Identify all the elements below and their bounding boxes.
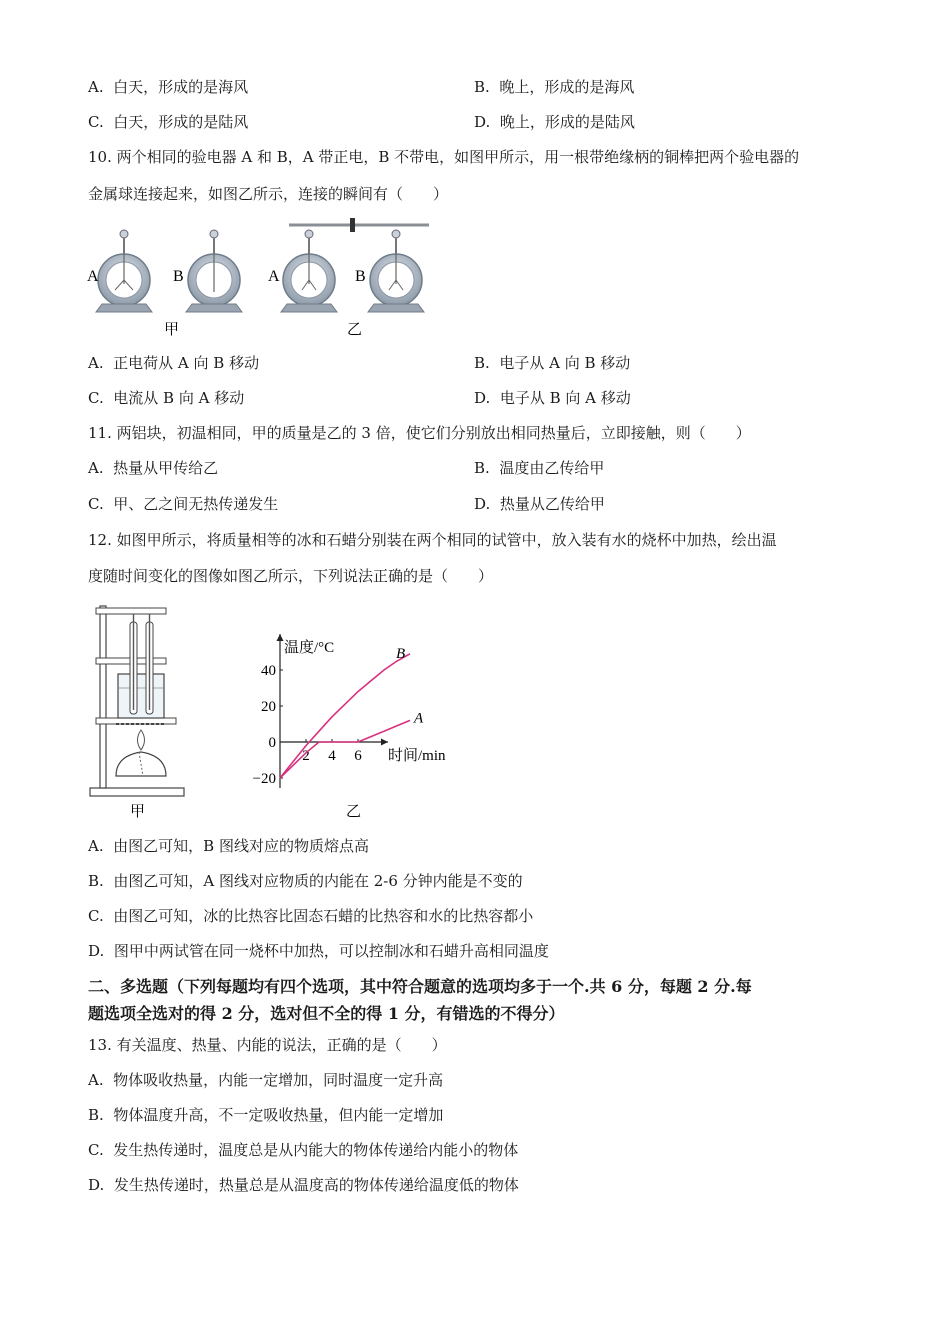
electroscope-b-yi bbox=[368, 230, 424, 312]
stand-base bbox=[90, 788, 184, 796]
label-b-jia: B bbox=[173, 268, 184, 285]
q13-option-b: B. 物体温度升高，不一定吸收热量，但内能一定增加 bbox=[88, 1106, 444, 1124]
q13-option-d: D. 发生热传递时，热量总是从温度高的物体传递给温度低的物体 bbox=[88, 1176, 519, 1194]
caption-jia: 甲 bbox=[164, 322, 180, 338]
q12-option-a: A. 由图乙可知，B 图线对应的物质熔点高 bbox=[88, 837, 369, 855]
section2-heading-line2: 题选项全选对的得 2 分，选对但不全的得 1 分，有错选的不得分） bbox=[88, 1004, 565, 1023]
insulating-handle bbox=[350, 218, 355, 232]
q12-stem-line2: 度随时间变化的图像如图乙所示，下列说法正确的是（ ） bbox=[88, 567, 494, 585]
q11-option-a: A. 热量从甲传给乙 bbox=[88, 459, 219, 477]
x-tick-label: 4 bbox=[328, 748, 336, 764]
clamp-top bbox=[96, 608, 166, 614]
q12-stem-line1: 12. 如图甲所示，将质量相等的冰和石蜡分别装在两个相同的试管中，放入装有水的烧杯中加热，绘出温 bbox=[88, 531, 777, 549]
q11-option-c: C. 甲、乙之间无热传递发生 bbox=[88, 495, 279, 513]
section2-heading-line1: 二、多选题（下列每题均有四个选项，其中符合题意的选项均多于一个.共 6 分，每题 2 分.每 bbox=[88, 977, 752, 996]
electroscope-a-jia bbox=[96, 230, 152, 312]
y-tick-label: 40 bbox=[261, 663, 276, 679]
label-a-jia: A bbox=[87, 268, 99, 285]
flame bbox=[138, 730, 145, 750]
caption-jia-q12: 甲 bbox=[130, 804, 146, 820]
q9-option-b: B. 晚上，形成的是海风 bbox=[474, 78, 635, 96]
x-tick-label: 2 bbox=[302, 748, 310, 764]
electroscope-b-jia bbox=[186, 230, 242, 312]
q12-option-b: B. 由图乙可知，A 图线对应物质的内能在 2-6 分钟内能是不变的 bbox=[88, 872, 523, 890]
q10-stem-line1: 10. 两个相同的验电器 A 和 B，A 带正电，B 不带电，如图甲所示，用一根带绝缘柄的铜棒把两个验电器的 bbox=[88, 148, 800, 166]
q9-option-c: C. 白天，形成的是陆风 bbox=[88, 113, 249, 131]
electroscope-figure bbox=[84, 212, 444, 342]
series-label-b: B bbox=[396, 645, 406, 662]
x-axis-label: 时间/min bbox=[388, 748, 446, 764]
q10-option-c: C. 电流从 B 向 A 移动 bbox=[88, 389, 245, 407]
q11-option-d: D. 热量从乙传给甲 bbox=[474, 495, 605, 513]
caption-yi-q12: 乙 bbox=[346, 804, 362, 820]
y-tick-label: 0 bbox=[268, 735, 276, 751]
q9-option-d: D. 晚上，形成的是陆风 bbox=[474, 113, 635, 131]
electroscope-a-yi bbox=[281, 230, 337, 312]
y-tick-label: 20 bbox=[261, 699, 276, 715]
q13-option-c: C. 发生热传递时，温度总是从内能大的物体传递给内能小的物体 bbox=[88, 1141, 519, 1159]
stand-rod bbox=[100, 606, 106, 788]
label-b-yi: B bbox=[355, 268, 366, 285]
y-axis-label: 温度/°C bbox=[284, 640, 335, 656]
q11-stem: 11. 两铝块，初温相同，甲的质量是乙的 3 倍，使它们分别放出相同热量后，立即接触，则（ ） bbox=[88, 424, 751, 442]
q10-stem-line2: 金属球连接起来，如图乙所示，连接的瞬间有（ ） bbox=[88, 185, 449, 203]
q11-option-b: B. 温度由乙传给甲 bbox=[474, 459, 605, 477]
q12-option-c: C. 由图乙可知，冰的比热容比固态石蜡的比热容和水的比热容都小 bbox=[88, 907, 534, 925]
heating-apparatus-figure bbox=[86, 600, 190, 822]
q13-option-a: A. 物体吸收热量，内能一定增加，同时温度一定升高 bbox=[88, 1071, 444, 1089]
q10-option-b: B. 电子从 A 向 B 移动 bbox=[474, 354, 631, 372]
q10-option-d: D. 电子从 B 向 A 移动 bbox=[474, 389, 631, 407]
label-a-yi: A bbox=[268, 268, 280, 285]
temperature-time-chart bbox=[248, 628, 468, 824]
series-label-a: A bbox=[414, 710, 424, 727]
q13-stem: 13. 有关温度、热量、内能的说法，正确的是（ ） bbox=[88, 1036, 447, 1054]
y-tick-label: −20 bbox=[252, 771, 276, 787]
q12-option-d: D. 图甲中两试管在同一烧杯中加热，可以控制冰和石蜡升高相同温度 bbox=[88, 942, 549, 960]
q10-option-a: A. 正电荷从 A 向 B 移动 bbox=[88, 354, 260, 372]
caption-yi: 乙 bbox=[347, 322, 363, 338]
beaker bbox=[118, 674, 164, 718]
x-tick-label: 6 bbox=[354, 748, 362, 764]
q9-option-a: A. 白天，形成的是海风 bbox=[88, 78, 249, 96]
